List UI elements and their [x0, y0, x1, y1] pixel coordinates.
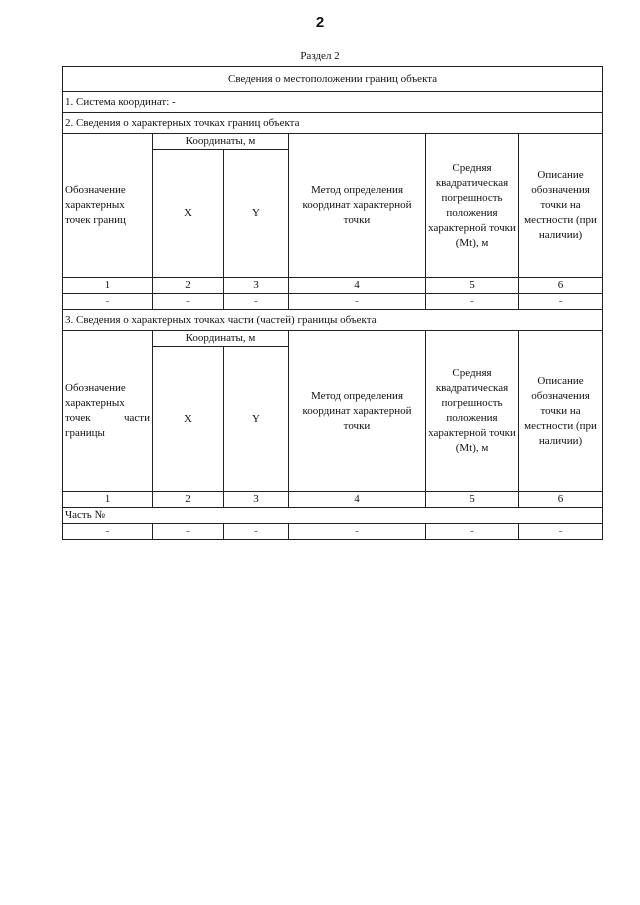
cell-value: - [426, 524, 519, 540]
column-number: 4 [289, 492, 426, 508]
boundary-points-heading: 2. Сведения о характерных точках границ объекта [63, 113, 603, 134]
col-coordinates: Координаты, м [153, 331, 289, 347]
cell-value: - [289, 294, 426, 310]
boundaries-table [62, 66, 603, 540]
table-row [63, 524, 603, 540]
col-x: X [153, 150, 224, 278]
col-error: Средняя квадратическая погрешность положения характерной точки (Mt), м [426, 331, 519, 492]
col-y: Y [224, 347, 289, 492]
col-x: X [153, 347, 224, 492]
cell-value: - [153, 524, 224, 540]
cell-value: - [63, 294, 153, 310]
column-number: 1 [63, 492, 153, 508]
col-description: Описание обозначения точки на местности (при наличии) [519, 134, 603, 278]
col-method: Метод определения координат характерной точки [289, 331, 426, 492]
column-number: 1 [63, 278, 153, 294]
column-number: 5 [426, 492, 519, 508]
part-label: Часть № [63, 508, 603, 524]
cell-value: - [63, 524, 153, 540]
column-number: 4 [289, 278, 426, 294]
cell-value: - [224, 294, 289, 310]
column-number: 2 [153, 278, 224, 294]
col-description: Описание обозначения точки на местности (при наличии) [519, 331, 603, 492]
col-designation: Обозначение характерных точек части границы [63, 331, 153, 492]
column-number: 2 [153, 492, 224, 508]
cell-value: - [289, 524, 426, 540]
col-designation: Обозначение характерных точек границ [63, 134, 153, 278]
column-number: 6 [519, 278, 603, 294]
coordinate-system: 1. Система координат: - [63, 92, 603, 113]
column-number: 3 [224, 278, 289, 294]
table-row [63, 294, 603, 310]
column-number: 6 [519, 492, 603, 508]
cell-value: - [426, 294, 519, 310]
table-title: Сведения о местоположении границ объекта [63, 67, 603, 92]
page-number: 2 [315, 14, 325, 31]
cell-value: - [153, 294, 224, 310]
part-points-heading: 3. Сведения о характерных точках части (частей) границы объекта [63, 310, 603, 331]
section-label: Раздел 2 [300, 50, 340, 62]
col-coordinates: Координаты, м [153, 134, 289, 150]
cell-value: - [519, 294, 603, 310]
cell-value: - [224, 524, 289, 540]
col-method: Метод определения координат характерной точки [289, 134, 426, 278]
col-error: Средняя квадратическая погрешность положения характерной точки (Mt), м [426, 134, 519, 278]
column-number: 3 [224, 492, 289, 508]
column-number: 5 [426, 278, 519, 294]
col-y: Y [224, 150, 289, 278]
cell-value: - [519, 524, 603, 540]
